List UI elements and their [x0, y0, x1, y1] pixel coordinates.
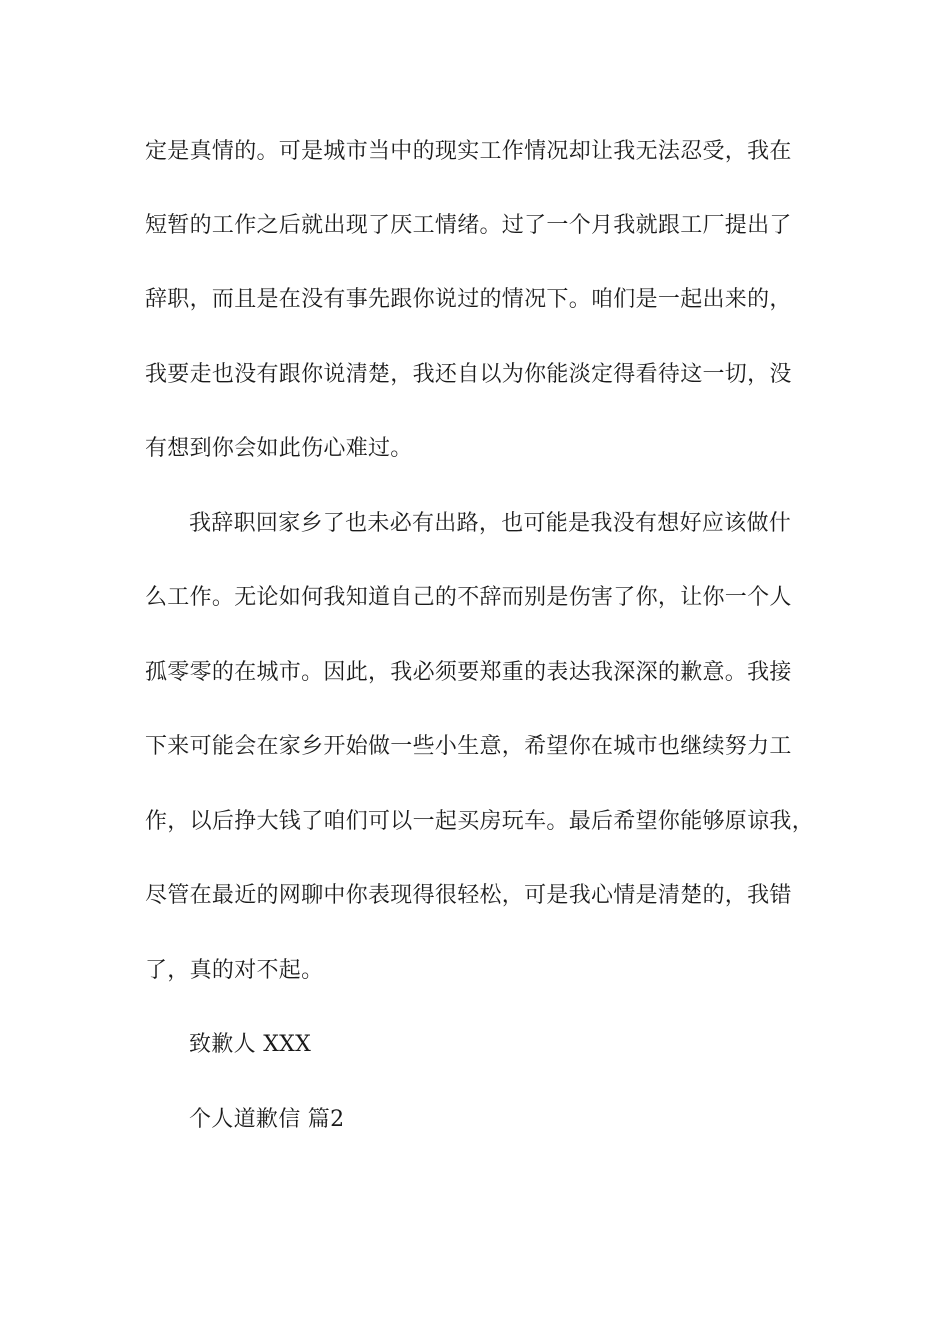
- paragraph-line: 了，真的对不起。: [145, 958, 324, 983]
- paragraph-line: 孤零零的在城市。因此，我必须要郑重的表达我深深的歉意。我接: [145, 660, 792, 685]
- paragraph-line: 么工作。无论如何我知道自己的不辞而别是伤害了你，让你一个人: [145, 585, 792, 610]
- paragraph-line: 尽管在最近的网聊中你表现得很轻松，可是我心情是清楚的，我错: [145, 883, 792, 908]
- section-heading: 个人道歉信 篇2: [189, 1107, 345, 1132]
- signature: 致歉人 XXX: [189, 1032, 312, 1057]
- paragraph-line: 作，以后挣大钱了咱们可以一起买房玩车。最后希望你能够原谅我，: [145, 809, 815, 834]
- paragraph-line: 下来可能会在家乡开始做一些小生意，希望你在城市也继续努力工: [145, 734, 792, 759]
- paragraph-line: 短暂的工作之后就出现了厌工情绪。过了一个月我就跟工厂提出了: [145, 213, 792, 238]
- paragraph-line: 我辞职回家乡了也未必有出路，也可能是我没有想好应该做什: [189, 511, 792, 536]
- paragraph-line: 有想到你会如此伤心难过。: [145, 436, 413, 461]
- paragraph-line: 辞职，而且是在没有事先跟你说过的情况下。咱们是一起出来的，: [145, 287, 792, 312]
- paragraph-line: 我要走也没有跟你说清楚，我还自以为你能淡定得看待这一切，没: [145, 362, 792, 387]
- paragraph-line: 定是真情的。可是城市当中的现实工作情况却让我无法忍受，我在: [145, 139, 792, 164]
